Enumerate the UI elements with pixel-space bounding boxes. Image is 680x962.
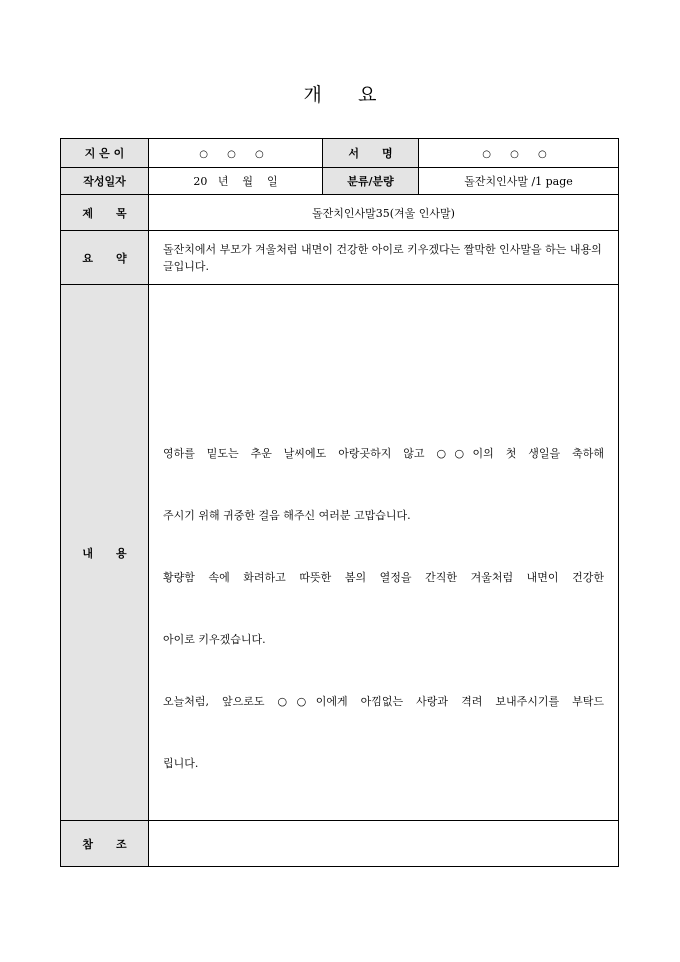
summary-label: 요 약 bbox=[61, 231, 149, 285]
category-label: 분류/분량 bbox=[323, 168, 419, 195]
author-row bbox=[61, 139, 619, 168]
content-line: 영하를 밑도는 추운 날씨에도 아랑곳하지 않고 ○○이의 첫 생일을 축하해 bbox=[163, 447, 604, 460]
content-line: 오늘처럼, 앞으로도 ○○이에게 아낌없는 사랑과 격려 보내주시기를 부탁드 bbox=[163, 695, 604, 708]
date-label: 작성일자 bbox=[61, 168, 149, 195]
content-row bbox=[61, 285, 619, 821]
date-row bbox=[61, 168, 619, 195]
summary-table bbox=[60, 138, 619, 867]
date-value: 20 년 월 일 bbox=[149, 168, 323, 195]
summary-text: 돌잔치에서 부모가 겨울처럼 내면이 건강한 아이로 키우겠다는 짤막한 인사말을 하는 내용의 글입니다. bbox=[149, 231, 619, 285]
category-value: 돌잔치인사말 /1 page bbox=[419, 168, 619, 195]
reference-label: 참 조 bbox=[61, 821, 149, 867]
signature-label: 서 명 bbox=[323, 139, 419, 168]
content-body bbox=[149, 285, 619, 821]
content-label: 내 용 bbox=[61, 285, 149, 821]
content-line: 주시기 위해 귀중한 걸음 해주신 여러분 고맙습니다. bbox=[163, 509, 411, 522]
content-line: 아이로 키우겠습니다. bbox=[163, 633, 266, 646]
content-line: 황량함 속에 화려하고 따뜻한 봄의 열정을 간직한 겨울처럼 내면이 건강한 bbox=[163, 571, 604, 584]
document-subject: 돌잔치인사말35(겨울 인사말) bbox=[149, 195, 619, 231]
author-value-text: ○ ○ ○ bbox=[199, 148, 272, 160]
reference-row bbox=[61, 821, 619, 867]
page-title: 개 요 bbox=[303, 84, 377, 106]
subject-row bbox=[61, 195, 619, 231]
content-line: 립니다. bbox=[163, 757, 199, 770]
summary-row bbox=[61, 231, 619, 285]
signature-value-text: ○ ○ ○ bbox=[482, 148, 555, 160]
signature-value bbox=[419, 139, 619, 168]
author-label: 지 은 이 bbox=[61, 139, 149, 168]
reference-value bbox=[149, 821, 619, 867]
subject-label: 제 목 bbox=[61, 195, 149, 231]
author-value bbox=[149, 139, 323, 168]
